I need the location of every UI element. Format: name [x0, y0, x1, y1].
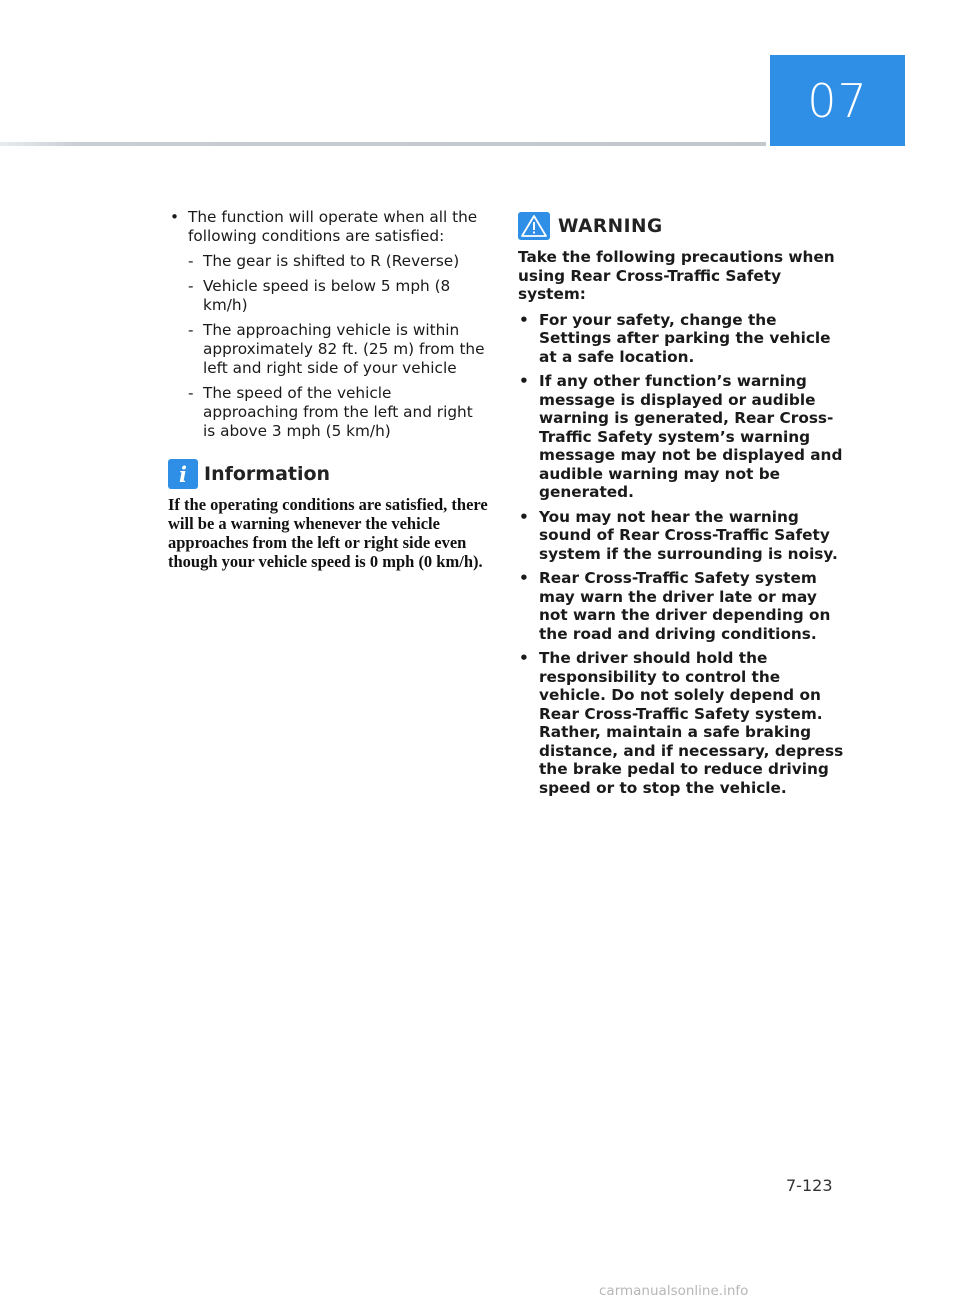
page-number: 7-123 [786, 1176, 833, 1195]
condition-item: - The gear is shifted to R (Reverse) [188, 252, 460, 270]
warning-item: • Rear Cross-Traffic Safety system may warn the driver late or may not warn the driver depending on the road and driving conditions. [519, 569, 831, 643]
warning-list [518, 311, 848, 798]
warning-item: • For your safety, change the Settings after parking the vehicle at a safe location. [519, 310, 831, 366]
warning-heading [518, 212, 848, 240]
information-body: If the operating conditions are satisfied, there will be a warning whenever the vehicle approaches from the left or right side even though your vehicle speed is 0 mph (0 km/h). [168, 495, 488, 571]
warning-triangle-icon [518, 212, 550, 240]
condition-bullet [168, 208, 488, 246]
information-heading [168, 459, 488, 489]
header-rule [0, 142, 766, 146]
warning-item: • You may not hear the warning sound of Rear Cross-Traffic Safety system if the surrounding is noisy. [519, 507, 838, 563]
chapter-tab: 07 [770, 55, 905, 146]
condition-item: - Vehicle speed is below 5 mph (8 km/h) [188, 277, 451, 314]
condition-item: - The approaching vehicle is within approximately 82 ft. (25 m) from the left and right side of your vehicle [188, 321, 485, 377]
warning-item: • If any other function’s warning message is displayed or audible warning is generated, Rear Cross-Traffic Safety system’s warning message may not be displayed and audible warning may not be generated. [519, 372, 843, 501]
condition-list [168, 252, 488, 441]
left-column [168, 208, 488, 571]
warning-item: • The driver should hold the responsibility to control the vehicle. Do not solely depend on Rear Cross-Traffic Safety system. Rather, maintain a safe braking distance, and if necessary, depress the brake pedal to reduce driving speed or to stop the vehicle. [519, 649, 844, 797]
condition-bullet-text: The function will operate when all the following conditions are satisfied: [188, 208, 478, 245]
condition-item: - The speed of the vehicle approaching from the left and right is above 3 mph (5 km/h) [188, 384, 473, 440]
bullet-dot: • [170, 208, 180, 226]
warning-intro: Take the following precautions when using Rear Cross-Traffic Safety system: [518, 248, 835, 303]
information-title: Information [204, 463, 331, 485]
right-column [518, 212, 848, 803]
info-icon: i [168, 459, 198, 489]
warning-title: WARNING [558, 215, 663, 237]
watermark: carmanualsonline.info [599, 1283, 749, 1299]
